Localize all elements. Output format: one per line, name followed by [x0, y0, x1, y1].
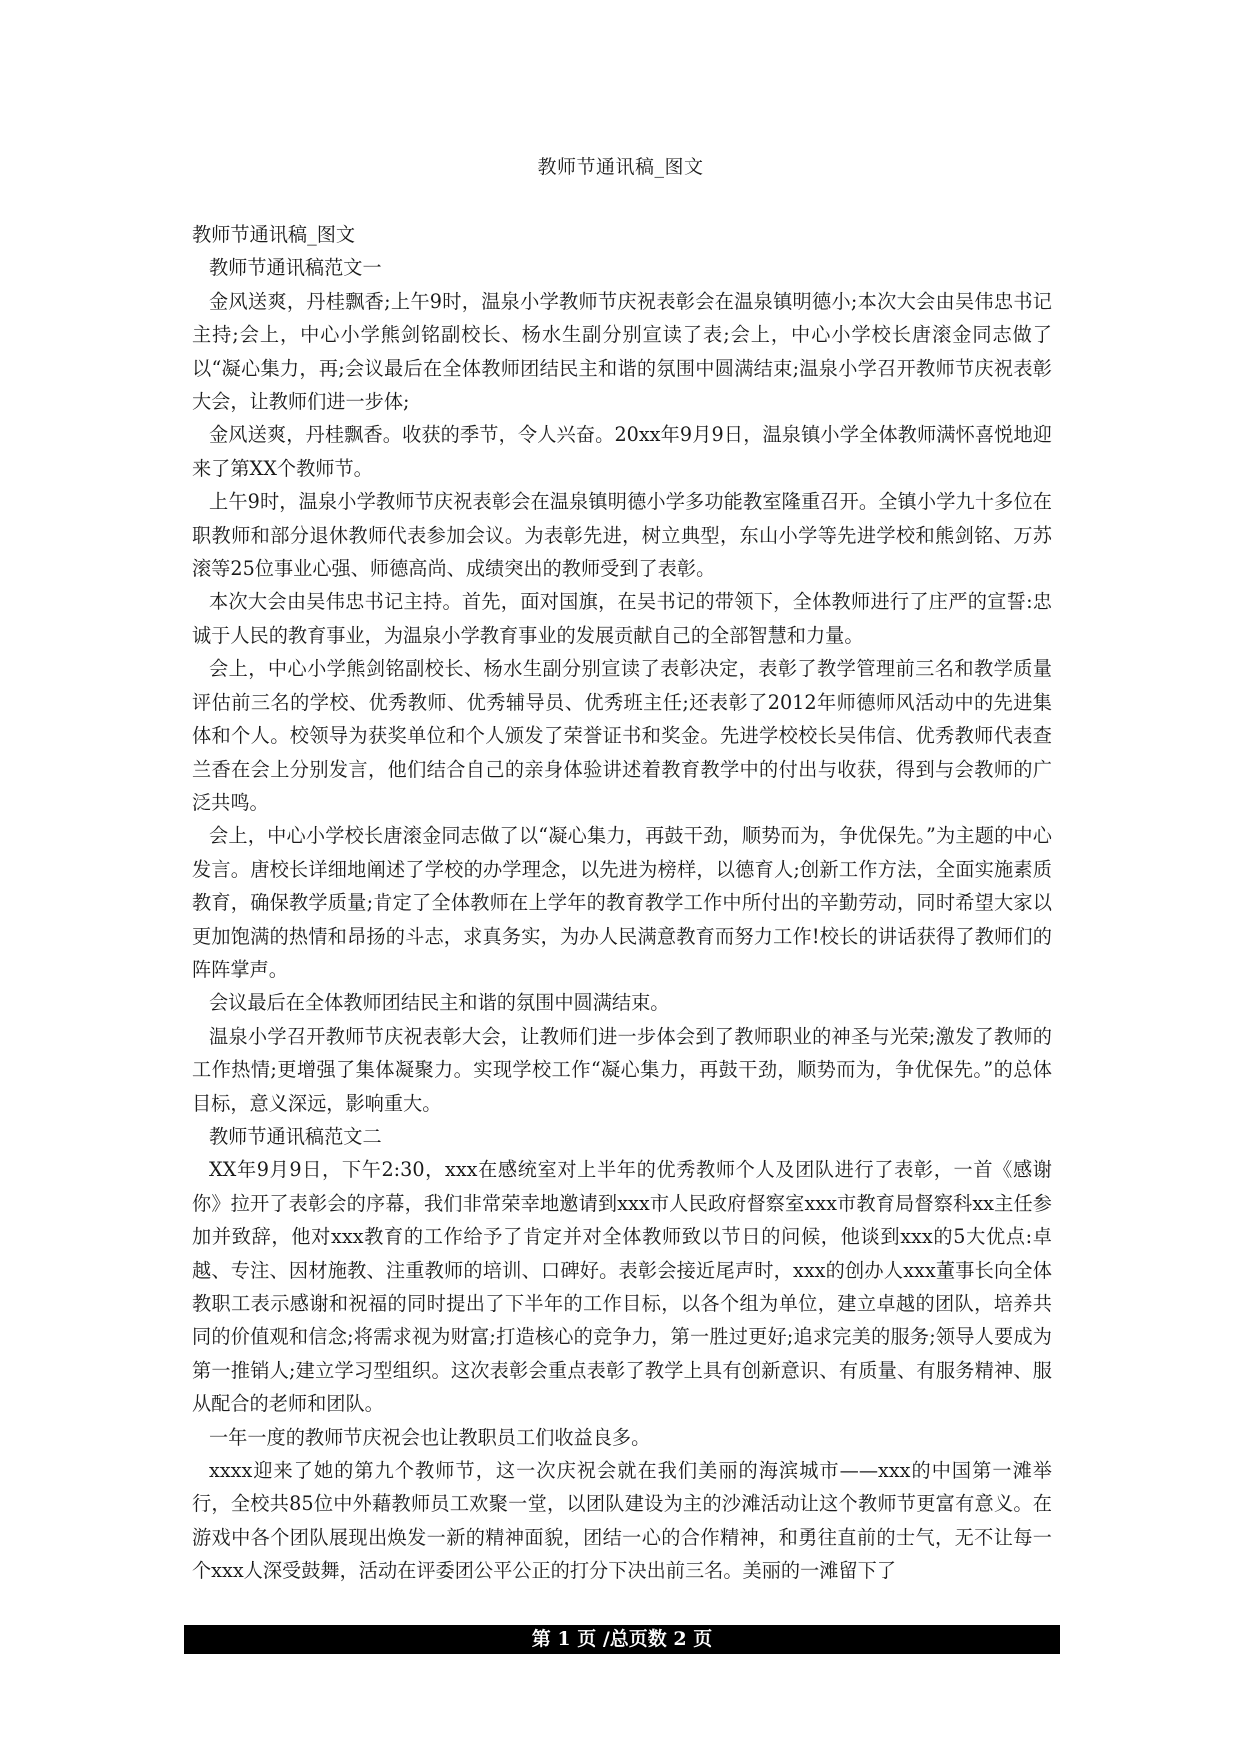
section-title: 教师节通讯稿范文二 [209, 1124, 382, 1148]
paragraph: 会议最后在全体教师团结民主和谐的氛围中圆满结束。 [209, 991, 670, 1015]
paragraph: xxxx迎来了她的第九个教师节，这一次庆祝会就在我们美丽的海滨城市——xxx的中国第一滩举行，全校共85位中外藉教师员工欢聚一堂，以团队建设为主的沙滩活动让这个教师节更富有意义。在游戏中各个团队展现出焕发一新的精神面貌，团结一心的合作精神，和勇往直前的士气，无不让每一个xxx人深受鼓舞，活动在评委团公平公正的打分下决出前三名。美丽的一滩留下了 [192, 1459, 1052, 1583]
page-footer [184, 1625, 1060, 1654]
paragraph: 金风送爽，丹桂飘香;上午9时，温泉小学教师节庆祝表彰会在温泉镇明德小;本次大会由吴伟忠书记主持;会上，中心小学熊剑铭副校长、杨水生副分别宣读了表;会上，中心小学校长唐滚金同志做了以“凝心集力，再;会议最后在全体教师团结民主和谐的氛围中圆满结束;温泉小学召开教师节庆祝表彰大会，让教师们进一步体; [192, 289, 1052, 414]
paragraph: 会上，中心小学校长唐滚金同志做了以“凝心集力，再鼓干劲，顺势而为，争优保先。”为主题的中心发言。唐校长详细地阐述了学校的办学理念，以先进为榜样，以德育人;创新工作方法，全面实施素质教育，确保教学质量;肯定了全体教师在上学年的教育教学工作中所付出的辛勤劳动，同时希望大家以更加饱满的热情和昂扬的斗志，求真务实，为办人民满意教育而努力工作!校长的讲话获得了教师们的阵阵掌声。 [192, 824, 1052, 981]
document-body [192, 218, 1052, 1588]
paragraph: 金风送爽，丹桂飘香。收获的季节，令人兴奋。20xx年9月9日，温泉镇小学全体教师满怀喜悦地迎来了第XX个教师节。 [192, 423, 1052, 480]
page-title: 教师节通讯稿_图文 [537, 156, 704, 178]
doc-heading: 教师节通讯稿_图文 [192, 223, 356, 246]
paragraph: 温泉小学召开教师节庆祝表彰大会，让教师们进一步体会到了教师职业的神圣与光荣;激发了教师的工作热情;更增强了集体凝聚力。实现学校工作“凝心集力，再鼓干劲，顺势而为，争优保先。”的总体目标，意义深远，影响重大。 [192, 1024, 1052, 1115]
paragraph: 上午9时，温泉小学教师节庆祝表彰会在温泉镇明德小学多功能教室隆重召开。全镇小学九十多位在职教师和部分退休教师代表参加会议。为表彰先进，树立典型，东山小学等先进学校和熊剑铭、万苏滚等25位事业心强、师德高尚、成绩突出的教师受到了表彰。 [192, 490, 1052, 581]
page-indicator: 第 1 页 /总页数 2 页 [531, 1628, 713, 1650]
section-title: 教师节通讯稿范文一 [209, 256, 382, 280]
paragraph: 会上，中心小学熊剑铭副校长、杨水生副分别宣读了表彰决定，表彰了教学管理前三名和教学质量评估前三名的学校、优秀教师、优秀辅导员、优秀班主任;还表彰了2012年师德师风活动中的先进集体和个人。校领导为获奖单位和个人颁发了荣誉证书和奖金。先进学校校长吴伟信、优秀教师代表查兰香在会上分别发言，他们结合自己的亲身体验讲述着教育教学中的付出与收获，得到与会教师的广泛共鸣。 [192, 657, 1052, 814]
paragraph: 本次大会由吴伟忠书记主持。首先，面对国旗，在吴书记的带领下，全体教师进行了庄严的宣誓:忠诚于人民的教育事业，为温泉小学教育事业的发展贡献自己的全部智慧和力量。 [192, 590, 1052, 647]
paragraph: 一年一度的教师节庆祝会也让教职员工们收益良多。 [209, 1425, 651, 1449]
paragraph: XX年9月9日，下午2:30，xxx在感统室对上半年的优秀教师个人及团队进行了表彰，一首《感谢你》拉开了表彰会的序幕，我们非常荣幸地邀请到xxx市人民政府督察室xxx市教育局督察科xx主任参加并致辞，他对xxx教育的工作给予了肯定并对全体教师致以节日的问候，他谈到xxx的5大优点:卓越、专注、因材施教、注重教师的培训、口碑好。表彰会接近尾声时，xxx的创办人xxx董事长向全体教职工表示感谢和祝福的同时提出了下半年的工作目标，以各个组为单位，建立卓越的团队，培养共同的价值观和信念;将需求视为财富;打造核心的竞争力，第一胜过更好;追求完美的服务;领导人要成为第一推销人;建立学习型组织。这次表彰会重点表彰了教学上具有创新意识、有质量、有服务精神、服从配合的老师和团队。 [192, 1158, 1052, 1416]
